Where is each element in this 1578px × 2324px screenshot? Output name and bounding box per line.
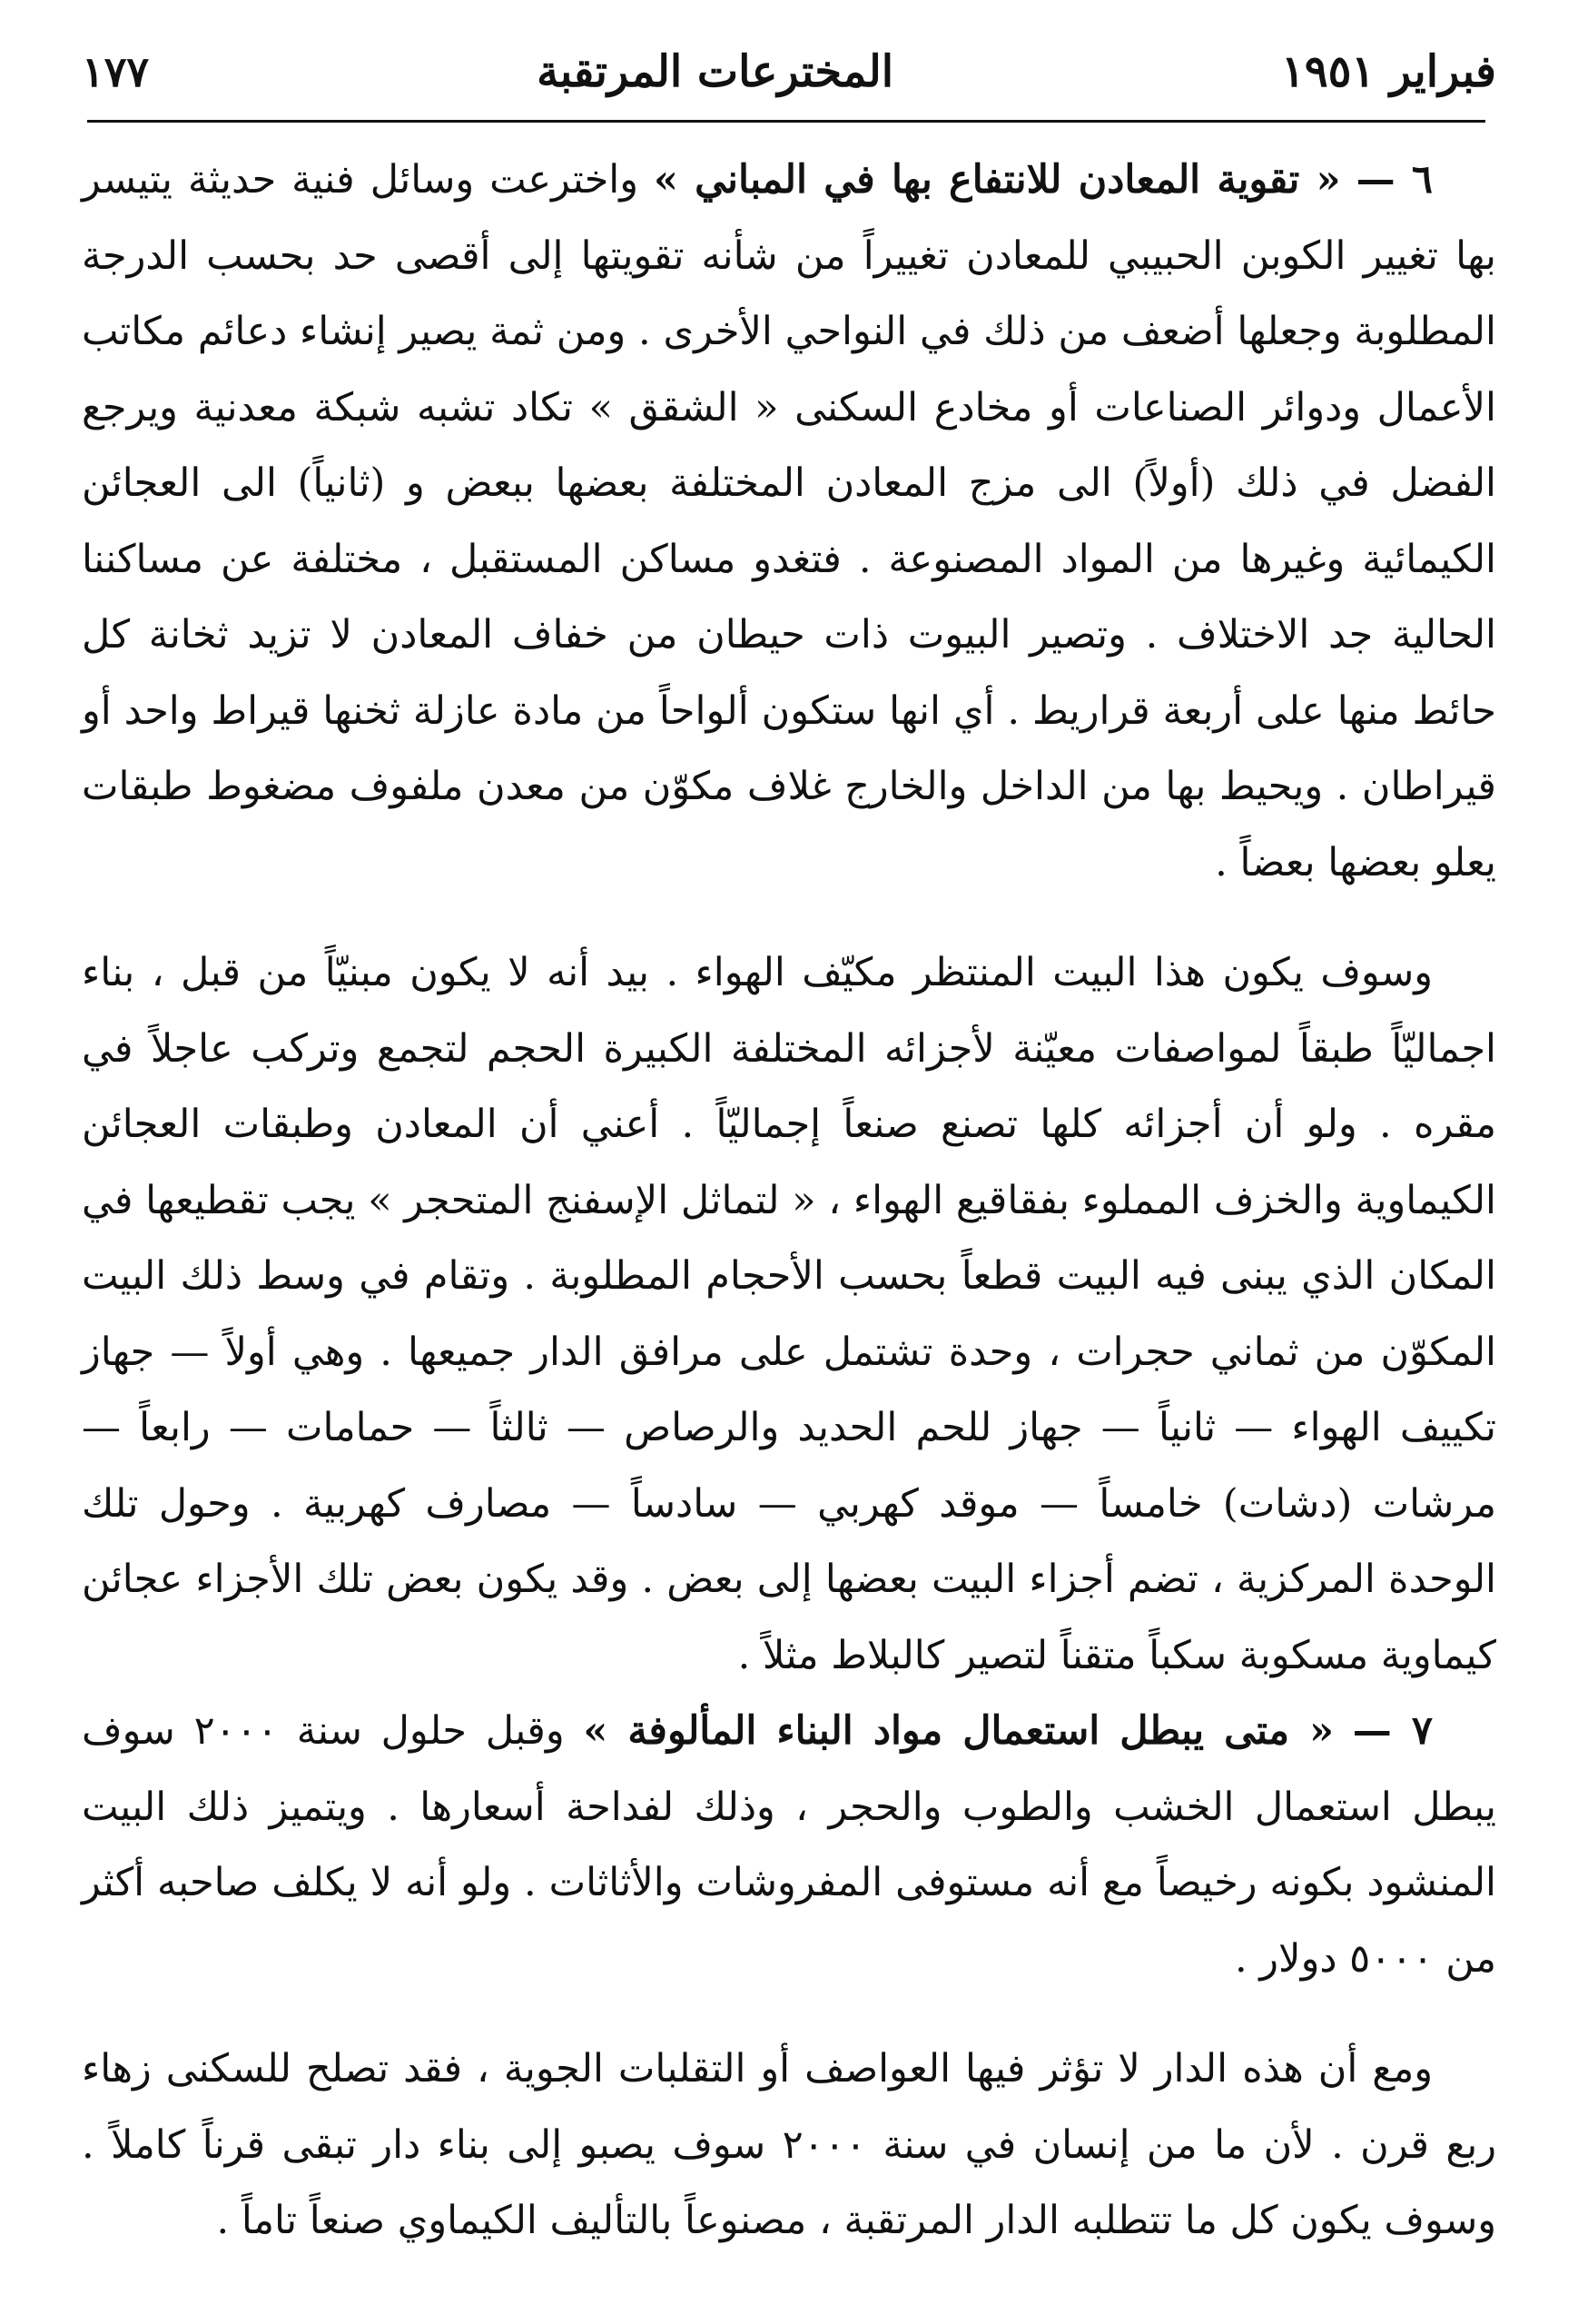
issue-date: فبراير ١٩٥١ [1281, 46, 1496, 97]
paragraph-text: وسوف يكون هذا البيت المنتظر مكيّف الهواء . بيد أنه لا يكون مبنيّاً من قبل ، بناء اجماليّاً طبقاً لمواصفات معيّنة لأجزائه المختلفة الكبيرة الحجم لتجمع وتركب عاجلاً في مقره . ولو أن أجزائه كلها تصنع صنعاً إجماليّاً . أعني أن المعادن وطبقات العجائن الكيماوية والخزف المملوء بفقاقيع الهواء ، « لتماثل الإسفنج المتحجر » يجب تقطيعها في المكان الذي يبنى فيه البيت قطعاً بحسب الأحجام المطلوبة . وتقام في وسط ذلك البيت المكوّن من ثماني حجرات ، وحدة تشتمل على مرافق الدار جميعها . وهي أولاً — جهاز تكييف الهواء — ثانياً — جهاز للحم الحديد والرصاص — ثالثاً — حمامات — رابعاً — مرشات (دشات) خامساً — موقد كهربي — سادساً — مصارف كهربية . وحول تلك الوحدة المركزية ، تضم أجزاء البيت بعضها إلى بعض . وقد يكون بعض تلك الأجزاء عجائن كيماوية مسكوبة سكباً متقناً لتصير كالبلاط مثلاً . [82, 950, 1496, 1678]
section-number: ٦ — [1356, 157, 1433, 203]
paragraph-section-6 [82, 143, 1496, 901]
paragraph-text: ومع أن هذه الدار لا تؤثر فيها العواصف أو التقلبات الجوية ، فقد تصلح للسكنى زهاء ربع قرن . لأن ما من إنسان في سنة ٢٠٠٠ سوف يصبو إلى بناء دار تبقى قرناً كاملاً . وسوف يكون كل ما تتطلبه الدار المرتقبة ، مصنوعاً بالتأليف الكيماوي صنعاً تاماً . [82, 2046, 1496, 2243]
article-body [82, 143, 1496, 2260]
section-heading: « متى يبطل استعمال مواد البناء المألوفة » [583, 1708, 1334, 1754]
paragraph-text: وقبل حلول سنة ٢٠٠٠ سوف يبطل استعمال الخشب والطوب والحجر ، وذلك لفداحة أسعارها . ويتميز ذلك البيت المنشود بكونه رخيصاً مع أنه مستوفى المفروشات والأثاثات . ولو أنه لا يكلف صاحبه أكثر من ٥٠٠٠ دولار . [82, 1708, 1496, 1982]
paragraph [82, 2032, 1496, 2260]
paragraph-section-7 [82, 1694, 1496, 1997]
header-rule [87, 120, 1485, 123]
page-number: ١٧٧ [82, 47, 150, 96]
running-title: المخترعات المرتقبة [537, 46, 894, 97]
paragraph [82, 935, 1496, 1694]
section-heading: « تقوية المعادن للانتفاع بها في المباني » [654, 157, 1341, 203]
section-number: ٧ — [1352, 1708, 1433, 1754]
running-header [82, 36, 1496, 107]
paragraph-text: واخترعت وسائل فنية حديثة يتيسر بها تغيير الكوبن الحبيبي للمعادن تغييراً من شأنه تقويتها إلى أقصى حد بحسب الدرجة المطلوبة وجعلها أضعف من ذلك في النواحي الأخرى . ومن ثمة يصير إنشاء دعائم مكاتب الأعمال ودوائر الصناعات أو مخادع السكنى « الشقق » تكاد تشبه شبكة معدنية ويرجع الفضل في ذلك (أولاً) الى مزج المعادن المختلفة بعضها ببعض و (ثانياً) الى العجائن الكيمائية وغيرها من المواد المصنوعة . فتغدو مساكن المستقبل ، مختلفة عن مساكننا الحالية جد الاختلاف . وتصير البيوت ذات حيطان من خفاف المعادن لا تزيد ثخانة كل حائط منها على أربعة قراريط . أي انها ستكون ألواحاً من مادة عازلة ثخنها قيراط واحد أو قيراطان . ويحيط بها من الداخل والخارج غلاف مكوّن من معدن ملفوف مضغوط طبقات يعلو بعضها بعضاً . [82, 157, 1496, 885]
